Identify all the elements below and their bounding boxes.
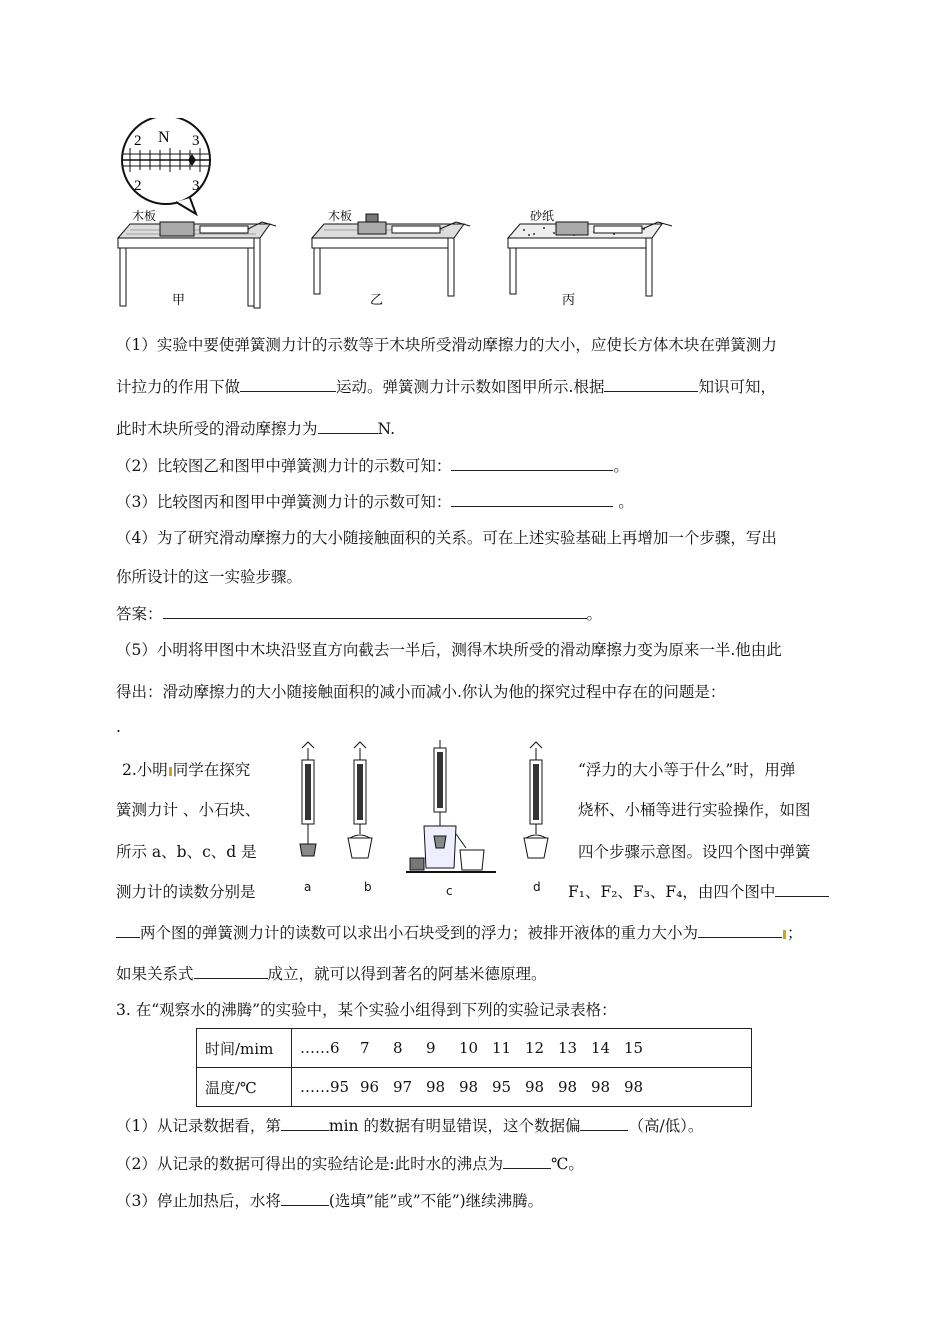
scale-a	[300, 742, 316, 856]
gauge-label-top-left: 2	[134, 133, 142, 149]
q3-s3b: (选填”能”或”不能”)继续沸腾。	[328, 1192, 544, 1210]
q1-part1-text-b: 运动。弹簧测力计示数如图甲所示.根据	[336, 378, 605, 396]
temp-cell: 98	[591, 1078, 611, 1096]
q2-l6b: 成立，就可以得到著名的阿基米德原理。	[267, 965, 547, 983]
gauge-label-bottom-left: 2	[134, 178, 142, 194]
q1-part2	[116, 454, 629, 476]
answer-end: 。	[586, 605, 603, 623]
marker-dot	[169, 767, 172, 776]
temp-cell: 98	[426, 1078, 446, 1096]
q1-part5-line3: .	[116, 718, 121, 736]
table-row-temp	[197, 1068, 752, 1107]
q1-answer-line	[116, 602, 602, 624]
panel-b-caption: 乙	[370, 293, 384, 308]
q3-sub1	[116, 1114, 703, 1136]
panel-b-surface-label: 木板	[328, 209, 353, 223]
buoyancy-experiment-figure	[290, 740, 580, 900]
q2-l4b: F₁、F₂、F₃、F₄，由四个图中	[568, 883, 776, 901]
table-row-time	[197, 1029, 752, 1068]
q1-part3	[116, 490, 634, 512]
answer-blank[interactable]	[163, 604, 587, 619]
panel-c-caption: 丙	[562, 293, 576, 308]
q3-s1c: （高/低）。	[628, 1117, 704, 1135]
q1-part1-unit: N.	[377, 420, 396, 438]
time-cell: 8	[393, 1039, 403, 1057]
fig-label-b: b	[364, 880, 372, 894]
temp-cell: ……95	[300, 1078, 350, 1096]
q1-part1-text-a: 计拉力的作用下做	[116, 378, 241, 396]
displaced-weight-blank[interactable]	[698, 923, 782, 938]
high-low-blank[interactable]	[580, 1116, 628, 1131]
temp-header: 温度/℃	[197, 1068, 292, 1107]
boiling-point-blank[interactable]	[503, 1154, 551, 1169]
q2-line1-right: “浮力的大小等于什么”时，用弹	[578, 761, 796, 779]
gauge-label-bottom-right: 3	[192, 178, 200, 194]
q3-sub2	[116, 1152, 584, 1174]
motion-type-blank[interactable]	[240, 377, 336, 392]
fig-label-a: a	[304, 880, 312, 894]
q2-line4-right	[568, 880, 829, 902]
compare-b-a-blank[interactable]	[451, 456, 613, 471]
table-setup-c	[508, 222, 672, 296]
gauge-label-top-right: 3	[192, 133, 200, 149]
q1-part1-line1: （1）实验中要使弹簧测力计的示数等于木块所受滑动摩擦力的大小，应使长方体木块在弹簧测力	[116, 336, 777, 354]
q2-line4-left: 测力计的读数分别是	[116, 883, 256, 901]
q1-part1-line3	[116, 417, 395, 439]
compare-c-a-blank[interactable]	[451, 492, 613, 507]
panel-c-surface-label: 砂纸	[530, 209, 555, 223]
which-figures-blank-b[interactable]	[116, 923, 140, 938]
time-cell: 11	[492, 1039, 512, 1057]
time-cell: ……6	[300, 1039, 340, 1057]
temp-cell: 98	[459, 1078, 479, 1096]
table-setup-b	[312, 214, 470, 296]
answer-label: 答案：	[116, 605, 163, 623]
temp-cell: 95	[492, 1078, 512, 1096]
time-cell: 14	[591, 1039, 611, 1057]
q1-part3-end: 。	[613, 493, 634, 511]
q2-line3-left: 所示 a、b、c、d 是	[116, 843, 257, 861]
q1-part4-line2: 你所设计的这一实验步骤。	[116, 568, 303, 586]
q1-part3-text: （3）比较图丙和图甲中弹簧测力计的示数可知：	[116, 493, 452, 511]
time-cell: 9	[426, 1039, 436, 1057]
gauge-label-n: N	[158, 129, 170, 146]
relation-blank[interactable]	[194, 964, 268, 979]
q2-line2-right: 烧杯、小桶等进行实验操作，如图	[578, 801, 811, 819]
q3-s2b: ℃。	[551, 1155, 584, 1173]
knowledge-blank[interactable]	[604, 377, 698, 392]
temp-cell: 96	[360, 1078, 380, 1096]
temp-cell: 97	[393, 1078, 413, 1096]
q2-line2-left: 簧测力计 、小石块、	[116, 801, 261, 819]
boiling-record-table	[196, 1028, 752, 1107]
q3-sub3	[116, 1189, 543, 1211]
q1-part2-end: 。	[613, 457, 629, 475]
marker-dot-2	[783, 930, 786, 939]
q2-line5	[116, 921, 803, 943]
q2-l5a: 两个图的弹簧测力计的读数可以求出小石块受到的浮力；被排开液体的重力大小为	[140, 924, 699, 942]
temp-values	[292, 1068, 752, 1107]
scale-b	[348, 742, 372, 858]
q1-part5-line1: （5）小明将甲图中木块沿竖直方向截去一半后，测得木块所受的滑动摩擦力变为原来一半.他由此	[116, 641, 782, 659]
which-figures-blank-a[interactable]	[775, 882, 829, 897]
fig-label-d: d	[533, 880, 541, 894]
q2-l5b: ；	[787, 924, 803, 942]
q2-l1b: 同学在探究	[172, 761, 251, 779]
table-setup-a	[118, 222, 276, 308]
friction-experiment-figure	[110, 118, 710, 318]
panel-a-caption: 甲	[172, 293, 186, 308]
q2-line3-right: 四个步骤示意图。设四个图中弹簧	[578, 843, 811, 861]
q2-line1-left	[122, 758, 250, 780]
q2-l1a: 2.小明	[122, 761, 168, 779]
temp-cell: 98	[525, 1078, 545, 1096]
q3-intro: 3. 在“观察水的沸腾”的实验中，某个实验小组得到下列的实验记录表格：	[116, 1001, 617, 1019]
temp-cell: 98	[558, 1078, 578, 1096]
time-cell: 12	[525, 1039, 545, 1057]
q3-s1a: （1）从记录数据看，第	[116, 1117, 281, 1135]
scale-c-with-beaker	[406, 740, 496, 872]
wrong-minute-blank[interactable]	[281, 1116, 329, 1131]
q1-part5-line2: 得出：滑动摩擦力的大小随接触面积的减小而减小.你认为他的探究过程中存在的问题是：	[116, 683, 726, 701]
time-cell: 13	[558, 1039, 578, 1057]
q1-part1-text-c: 知识可知，	[698, 378, 776, 396]
can-boil-blank[interactable]	[281, 1191, 329, 1206]
q3-s2a: （2）从记录的数据可得出的实验结论是:此时水的沸点为	[116, 1155, 504, 1173]
q1-part2-text: （2）比较图乙和图甲中弹簧测力计的示数可知：	[116, 457, 452, 475]
time-cell: 15	[624, 1039, 644, 1057]
time-header: 时间/mim	[197, 1029, 292, 1068]
q1-part1-line2	[116, 375, 776, 397]
fig-label-c: c	[446, 884, 453, 898]
temp-cell: 98	[624, 1078, 644, 1096]
q3-s3a: （3）停止加热后，水将	[116, 1192, 281, 1210]
time-cell: 10	[459, 1039, 479, 1057]
q1-part1-text-d: 此时木块所受的滑动摩擦力为	[116, 420, 318, 438]
panel-a-surface-label: 木板	[132, 209, 157, 223]
q2-line6	[116, 962, 547, 984]
q1-part4-line1: （4）为了研究滑动摩擦力的大小随接触面积的关系。可在上述实验基础上再增加一个步骤，写出	[116, 529, 777, 547]
q2-l6a: 如果关系式	[116, 965, 194, 983]
time-cell: 7	[360, 1039, 370, 1057]
scale-d	[524, 742, 548, 858]
time-values	[292, 1029, 752, 1068]
q3-s1b: min 的数据有明显错误，这个数据偏	[328, 1117, 581, 1135]
friction-value-blank[interactable]	[318, 419, 378, 434]
